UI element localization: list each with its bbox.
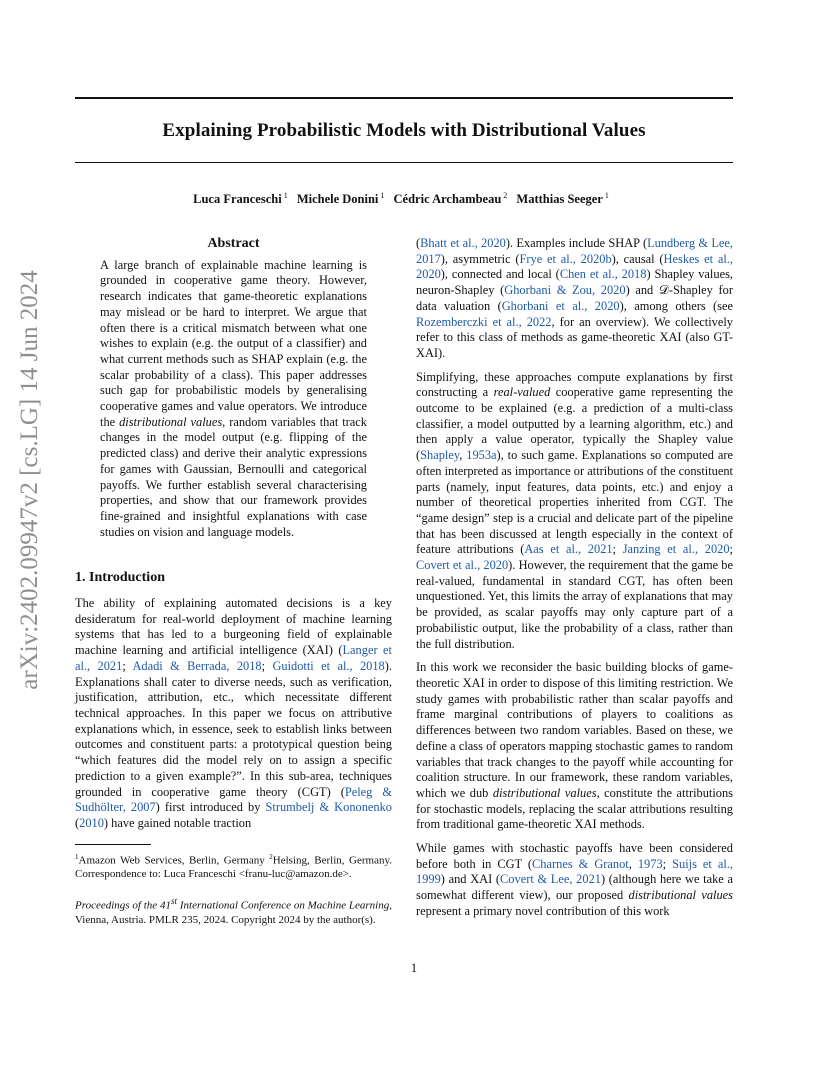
text-run: ) first introduced by <box>155 800 266 815</box>
text-run: The ability of explaining automated decisions is a key desideratum for real-world deployment of machine learning systems that has led to a burgeoning field of explainable machine learning and artificial intelligence (XAI) ( <box>75 596 392 658</box>
citation-link[interactable]: 2010 <box>79 815 104 830</box>
text-run: ; <box>261 658 273 673</box>
text-run: ), among others (see <box>619 298 733 313</box>
text-run: , for an overview). We collectively refer to this class of methods as game-theoretic XAI (also GT-XAI). <box>416 314 733 360</box>
proceedings-number: 41 <box>159 900 171 913</box>
body-paragraph <box>416 841 733 920</box>
intro-paragraph <box>75 596 392 832</box>
text-run: , constitute the attributions for stochastic models, replacing the scalar attributions resulting from traditional game-theoretic XAI methods. <box>416 785 733 832</box>
citation-link[interactable]: Aas et al., 2021 <box>524 542 613 557</box>
text-run: ( <box>416 236 421 250</box>
proceedings-venue: International Conference on Machine Learning <box>177 900 390 913</box>
section-heading-introduction: 1. Introduction <box>75 570 165 586</box>
citation-link[interactable]: Covert et al., 2020 <box>416 558 509 573</box>
text-run: represent a primary novel contribution of this work <box>416 903 670 918</box>
author-affiliation: 1 <box>283 191 288 200</box>
author-list <box>75 191 733 207</box>
title-bottom-rule <box>75 162 733 163</box>
text-run: ) and XAI ( <box>440 872 501 887</box>
citation-link[interactable]: Janzing et al., 2020 <box>622 542 730 557</box>
footnote-marker: 2 <box>269 852 273 861</box>
citation-link[interactable]: Chen et al., 2018 <box>559 267 647 282</box>
text-run: ; <box>729 542 733 557</box>
text-run: ; <box>612 542 623 557</box>
text-run: ). Explanations shall cater to diverse needs, such as verification, justification, attribution, etc., which necessitate different technical approaches. In this paper we focus on attributive explanations which, in essence, seek to establish links between outcomes and constituent parts: a prototypical question being “which features did the model rely on to assign a specific prediction to a given example?”. In this sub-area, techniques grounded in cooperative game theory (CGT) ( <box>75 658 392 799</box>
text-run: ), causal ( <box>611 251 664 266</box>
text-run: ) have gained notable traction <box>103 815 252 830</box>
citation-link[interactable]: Langer et al., 2021 <box>75 643 392 673</box>
citation-link[interactable]: Shapley <box>420 448 460 463</box>
footnote-text: Helsing, Berlin, Germany. Correspondence to: Luca Franceschi <franu-luc@amazon.de>. <box>75 854 392 880</box>
text-run: ; <box>662 856 673 871</box>
author-name: Michele Donini <box>296 192 379 207</box>
citation-link[interactable]: Charnes & Granot <box>532 856 629 871</box>
paper-title: Explaining Probabilistic Models with Distributional Values <box>162 120 646 141</box>
footnote-marker: 1 <box>75 852 79 861</box>
text-run: ( <box>75 815 80 830</box>
body-paragraph <box>416 660 733 833</box>
proceedings-details: , Vienna, Austria. PMLR 235, 2024. Copyright 2024 by the author(s). <box>75 900 392 926</box>
footnote <box>75 851 392 882</box>
proceedings-venue: Proceedings of the <box>75 900 160 913</box>
abstract-text-part: A large branch of explainable machine learning is grounded in cooperative game theory. However, research indicates that game-theoretic explanations may mislead or be hard to interpret. We argue that often there is a critical mismatch between what one wishes to explain (e.g. the output of a classifier) and what current methods such as SHAP explain (e.g. the scalar probability of a class). This paper addresses such gap for probabilistic models by generalising cooperative games and value operators. We introduce the <box>100 257 367 429</box>
author-name: Matthias Seeger <box>516 192 603 207</box>
text-run: ), asymmetric ( <box>440 251 520 266</box>
text-run: ; <box>122 658 133 673</box>
abstract-text-part: , random variables that track changes in the model output (e.g. flipping of the predicted class) and derive their analytic expressions for games with Gaussian, Bernoulli and categorical payoffs. We further establish several characterising properties, and show that our framework provides fine-grained and insightful explanations with case studies on vision and language models. <box>100 414 367 539</box>
left-column <box>75 236 392 927</box>
citation-link[interactable]: Lundberg & Lee, 2017 <box>416 236 733 266</box>
text-run: , <box>459 448 467 463</box>
citation-link[interactable]: Covert & Lee, 2021 <box>500 872 601 887</box>
arxiv-identifier-stamp: arXiv:2402.09947v2 [cs.LG] 14 Jun 2024 <box>16 270 43 690</box>
author-name: Luca Franceschi <box>193 192 282 207</box>
citation-link[interactable]: Frye et al., 2020b <box>519 251 612 266</box>
body-paragraph <box>416 236 733 362</box>
author-affiliation: 2 <box>503 191 508 200</box>
title-top-rule <box>75 97 733 99</box>
citation-link[interactable]: Ghorbani et al., 2020 <box>501 298 620 313</box>
citation-link[interactable]: Bhatt et al., 2020 <box>420 236 506 250</box>
abstract-heading: Abstract <box>207 236 260 251</box>
citation-link[interactable]: Guidotti et al., 2018 <box>272 658 385 673</box>
citation-link[interactable]: Rozemberczki et al., 2022 <box>416 314 552 329</box>
body-paragraph <box>416 370 733 653</box>
citation-link[interactable]: Suijs et al., 1999 <box>416 856 734 887</box>
text-run: In this work we reconsider the basic building blocks of game-theoretic XAI in order to dispose of this limiting restriction. We study games with probabilistic rather than scalar payoffs and frame marginal contributions of players to coalitions as differences between two random variables. Based on these, we define a class of operators mapping stochastic games to random variables that track changes to the payoff while accounting for coalition structure. In our framework, these random variables, which we dub <box>416 660 733 800</box>
text-run: ) (although here we take a somewhat different view), our proposed <box>416 872 733 903</box>
proceedings-note <box>75 895 392 927</box>
text-run: ). However, the requirement that the game be real-valued, fundamental in standard CGT, has often been unquestioned. Yet, this limits the array of explanations that may be provided, as scalar payoffs may only capture part of a probabilistic output, like the probability of a class, rather than the full distribution. <box>416 558 733 651</box>
text-run: ). Examples include SHAP ( <box>505 236 648 250</box>
abstract-emphasis: distributional values <box>119 414 223 429</box>
page-number: 1 <box>410 961 418 975</box>
citation-link[interactable]: Ghorbani & Zou, 2020 <box>504 283 626 298</box>
text-run: ), to such game. Explanations so computed are often interpreted as importance or attributions of the constituent parts (namely, input features, data points, etc.) and enjoy a number of theoretical properties inherited from CGT. The “game design” step is a crucial and delicate part of the pipeline that has been discussed at length especially in the context of feature attributions ( <box>416 448 733 557</box>
footnote-rule <box>75 844 151 845</box>
text-run: cooperative game representing the outcome to be explained (e.g. a prediction of a multi-class classifier, a model outputted by a learning algorithm, etc.) and then apply a value operator, typically the Shapley value ( <box>416 385 734 463</box>
text-run: While games with stochastic payoffs have been considered before both in CGT ( <box>416 841 733 871</box>
proceedings-ordinal: st <box>170 896 178 907</box>
abstract-text <box>100 258 367 541</box>
citation-link[interactable]: Strumbelj & Kononenko <box>265 800 392 815</box>
footnote-text: Amazon Web Services, Berlin, Germany <box>78 854 270 867</box>
author-affiliation: 1 <box>604 191 609 200</box>
right-column <box>416 236 733 928</box>
citation-link[interactable]: 1953a <box>466 448 497 463</box>
author-affiliation: 1 <box>380 191 385 200</box>
citation-link[interactable]: Peleg & Sudhölter, 2007 <box>75 784 393 815</box>
emphasis: real-valued <box>493 385 551 400</box>
text-run: ) and 𝒟-Shapley for data valuation ( <box>416 283 733 313</box>
citation-link[interactable]: Adadi & Berrada, 2018 <box>132 658 262 673</box>
citation-link[interactable]: Heskes et al., 2020 <box>416 251 733 282</box>
text-run: ), connected and local ( <box>440 267 560 282</box>
author-name: Cédric Archambeau <box>393 192 502 207</box>
text-run: Simplifying, these approaches compute explanations by first constructing a <box>416 369 733 400</box>
emphasis: distributional values <box>492 785 597 800</box>
emphasis: distributional values <box>628 888 733 903</box>
citation-link[interactable]: 1973 <box>637 856 663 871</box>
text-run: , <box>628 856 638 871</box>
text-run: ) Shapley values, neuron-Shapley ( <box>416 267 733 298</box>
